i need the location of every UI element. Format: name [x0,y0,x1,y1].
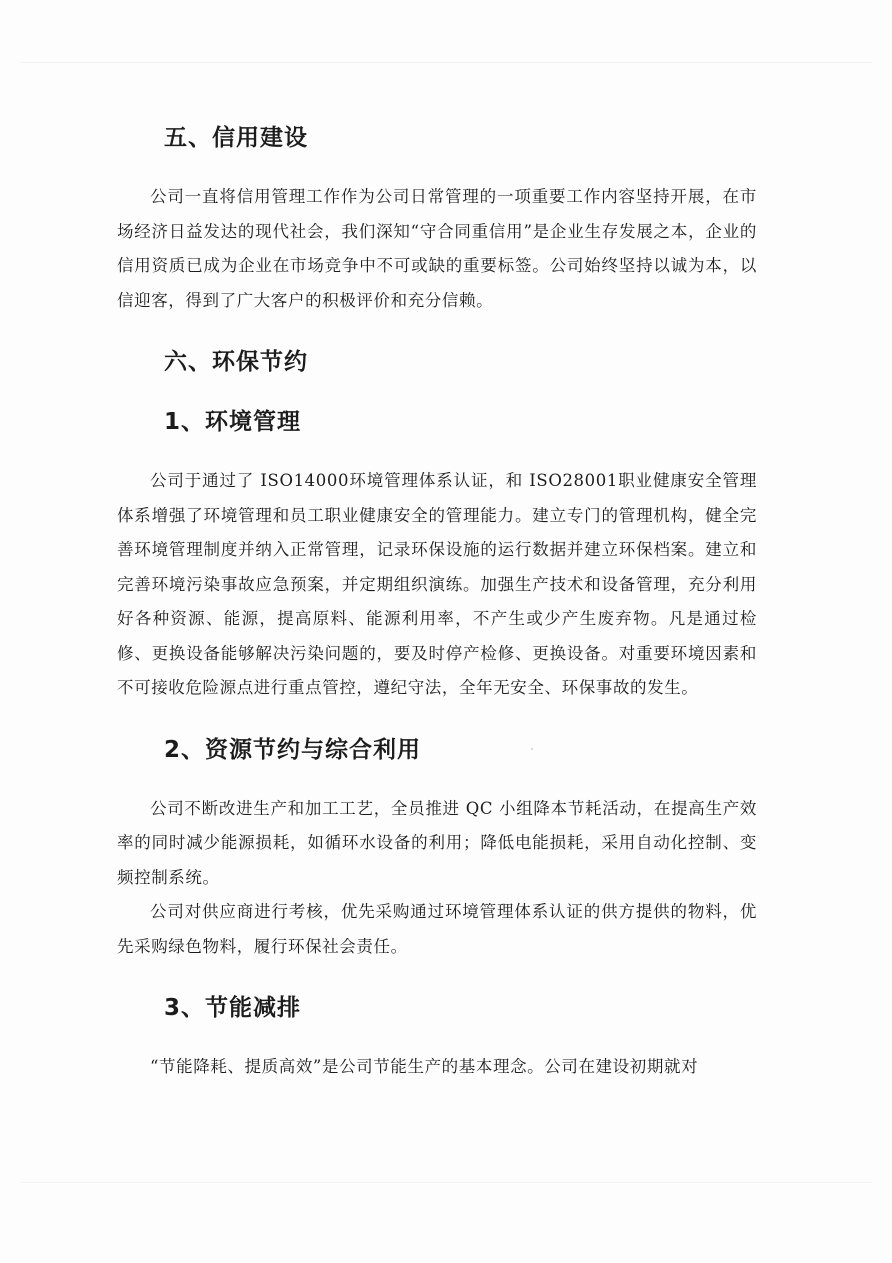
scan-artifact-line [20,1182,872,1183]
subsection-heading-energy-saving: 3、节能减排 [164,995,302,1021]
section-heading-environment: 六、环保节约 [164,349,308,375]
document-body [117,118,757,1085]
section-heading-credit: 五、信用建设 [164,125,308,151]
scan-artifact-line [20,62,872,63]
subsection-heading-resource-saving: 2、资源节约与综合利用 [164,736,422,763]
paragraph-resource-saving-2: 公司对供应商进行考核，优先采购通过环境管理体系认证的供方提供的物料，优先采购绿色物料，履行环保社会责任。 [117,902,757,956]
paragraph-credit: 公司一直将信用管理工作作为公司日常管理的一项重要工作内容坚持开展，在市场经济日益发达的现代社会，我们深知“守合同重信用”是企业生存发展之本，企业的信用资质已成为企业在市场竞争中不可或缺的重要标签。公司始终坚持以诚为本，以信迎客，得到了广大客户的积极评价和充分信赖。 [117,187,757,310]
paragraph-env-management: 公司于通过了 ISO14000环境管理体系认证，和 ISO28001职业健康安全管理体系增强了环境管理和员工职业健康安全的管理能力。建立专门的管理机构，健全完善环境管理制度并纳入正常管理，记录环保设施的运行数据并建立环保档案。建立和完善环境污染事故应急预案，并定期组织演练。加强生产技术和设备管理，充分利用好各种资源、能源，提高原料、能源利用率，不产生或少产生废弃物。凡是通过检修、更换设备能够解决污染问题的，要及时停产检修、更换设备。对重要环境因素和不可接收危险源点进行重点管控，遵纪守法，全年无安全、环保事故的发生。 [117,471,757,697]
paragraph-energy-saving: “节能降耗、提质高效”是公司节能生产的基本理念。公司在建设初期就对 [150,1057,699,1076]
paragraph-resource-saving-1: 公司不断改进生产和加工工艺，全员推进 QC 小组降本节耗活动，在提高生产效率的同时减少能源损耗，如循环水设备的利用；降低电能损耗，采用自动化控制、变频控制系统。 [117,798,757,887]
subsection-heading-env-management: 1、环境管理 [164,409,302,435]
